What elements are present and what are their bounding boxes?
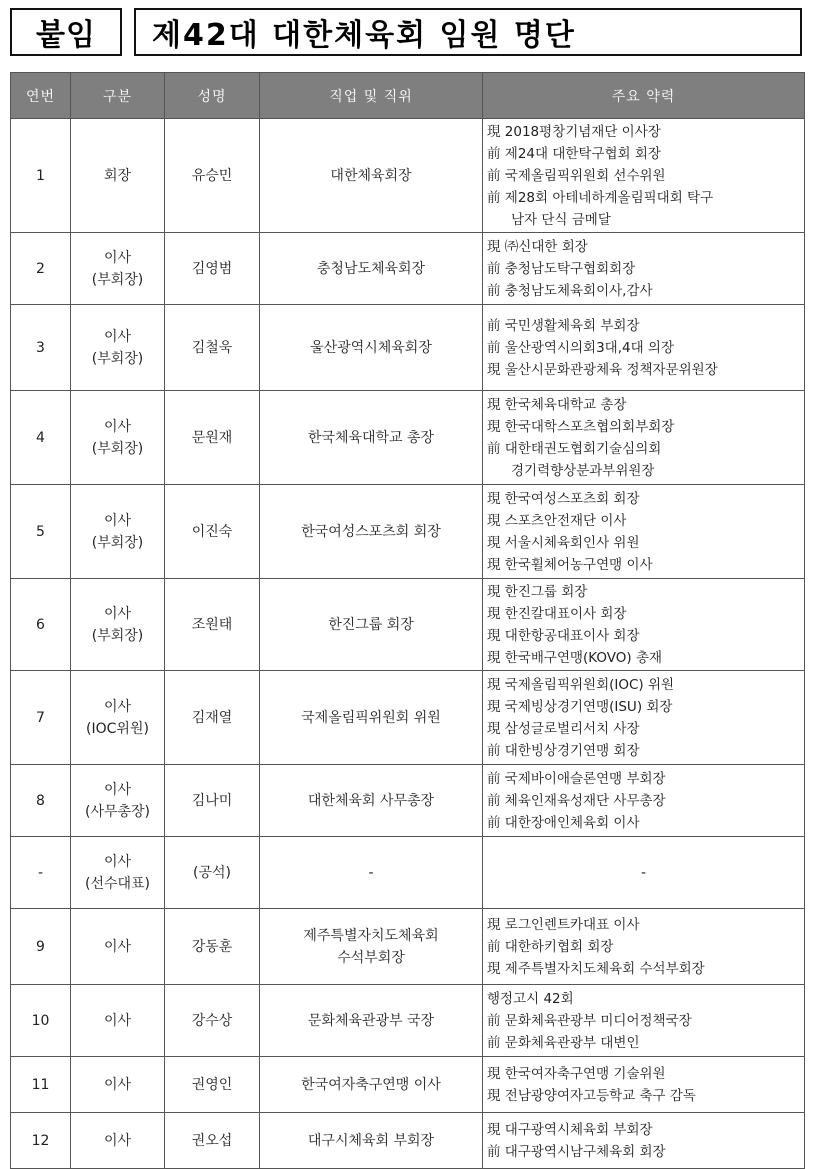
category-line: 이사 — [103, 249, 132, 266]
position-line: 한국여성스포츠회 회장 — [301, 523, 441, 540]
position-cell — [260, 985, 483, 1057]
name-cell: 김나미 — [165, 765, 260, 837]
category-line: (부회장) — [91, 627, 144, 644]
table-header-row — [11, 73, 805, 119]
career-line: 前 문화체육관광부 대변인 — [487, 1034, 640, 1051]
category-cell — [71, 837, 165, 909]
career-cell — [483, 579, 805, 671]
row-number-cell: 4 — [11, 391, 71, 485]
name-cell: 김재열 — [165, 671, 260, 765]
column-header-category: 구분 — [71, 73, 165, 119]
position-cell — [260, 765, 483, 837]
career-cell — [483, 671, 805, 765]
row-number-cell: 6 — [11, 579, 71, 671]
career-cell — [483, 485, 805, 579]
career-cell — [483, 985, 805, 1057]
category-line: 이사 — [103, 512, 132, 529]
category-cell — [71, 485, 165, 579]
row-number-cell: 7 — [11, 671, 71, 765]
career-line: 現 서울시체육회인사 위원 — [487, 534, 640, 551]
career-line: 現 국제올림픽위원회(IOC) 위원 — [487, 676, 675, 693]
category-line: (IOC위원) — [86, 720, 149, 737]
document-title: 제42대 대한체육회 임원 명단 — [134, 8, 802, 56]
table-row — [11, 671, 805, 765]
table-row — [11, 1057, 805, 1113]
career-line: 前 대한하키협회 회장 — [487, 938, 614, 955]
row-number-cell: 8 — [11, 765, 71, 837]
career-line: 前 국제바이애슬론연맹 부회장 — [487, 770, 666, 787]
career-line: 前 국제올림픽위원회 선수위원 — [487, 167, 666, 184]
name-cell: 강수상 — [165, 985, 260, 1057]
category-line: 이사 — [103, 781, 132, 798]
category-cell — [71, 1113, 165, 1169]
table-row — [11, 985, 805, 1057]
category-cell — [71, 305, 165, 391]
table-row — [11, 485, 805, 579]
career-line: 前 대한빙상경기연맹 회장 — [487, 742, 640, 759]
category-cell — [71, 985, 165, 1057]
career-line: 現 한국여자축구연맹 기술위원 — [487, 1065, 666, 1082]
career-line: 現 한국체육대학교 총장 — [487, 396, 627, 413]
career-line: 現 국제빙상경기연맹(ISU) 회장 — [487, 698, 673, 715]
career-line: 前 제24대 대한탁구협회 회장 — [487, 145, 661, 162]
category-line: 이사 — [103, 605, 132, 622]
position-line: 한진그룹 회장 — [328, 616, 414, 633]
position-line: 충청남도체육회장 — [316, 260, 426, 277]
career-line: 現 울산시문화관광체육 정책자문위원장 — [487, 361, 718, 378]
career-line: 現 로그인렌트카대표 이사 — [487, 916, 640, 933]
category-line: 이사 — [103, 328, 132, 345]
name-cell: 권영인 — [165, 1057, 260, 1113]
career-cell — [483, 1113, 805, 1169]
category-line: (사무총장) — [84, 803, 151, 820]
name-cell: 김영범 — [165, 233, 260, 305]
position-line: 대한체육회 사무총장 — [307, 792, 435, 809]
career-line: 現 대한항공대표이사 회장 — [487, 627, 640, 644]
row-number-cell: 9 — [11, 909, 71, 985]
career-line: 前 제28회 아테네하계올림픽대회 탁구 — [487, 189, 714, 206]
career-line: 現 한진칼대표이사 회장 — [487, 605, 627, 622]
position-cell — [260, 233, 483, 305]
table-row — [11, 1113, 805, 1169]
attachment-label: 붙임 — [10, 8, 122, 56]
position-cell — [260, 671, 483, 765]
category-cell — [71, 671, 165, 765]
position-cell — [260, 837, 483, 909]
career-line: - — [640, 864, 647, 881]
category-cell — [71, 909, 165, 985]
career-line: 現 삼성글로벌리서치 사장 — [487, 720, 640, 737]
career-line: 現 제주특별자치도체육회 수석부회장 — [487, 960, 705, 977]
position-cell — [260, 119, 483, 233]
category-cell — [71, 119, 165, 233]
table-row — [11, 233, 805, 305]
column-header-career: 주요 약력 — [483, 73, 805, 119]
position-cell — [260, 485, 483, 579]
name-cell: 문원재 — [165, 391, 260, 485]
category-cell — [71, 1057, 165, 1113]
category-line: 이사 — [103, 853, 132, 870]
career-cell — [483, 391, 805, 485]
position-cell — [260, 1057, 483, 1113]
row-number-cell: 2 — [11, 233, 71, 305]
name-cell: 유승민 — [165, 119, 260, 233]
category-line: 회장 — [103, 167, 132, 184]
name-cell: 조원태 — [165, 579, 260, 671]
category-cell — [71, 233, 165, 305]
career-line: 前 대한태권도협회기술심의회 — [487, 440, 662, 457]
table-row — [11, 909, 805, 985]
career-line: 前 울산광역시의회3대,4대 의장 — [487, 339, 675, 356]
row-number-cell: 1 — [11, 119, 71, 233]
name-cell: 강동훈 — [165, 909, 260, 985]
row-number-cell: 12 — [11, 1113, 71, 1169]
table-body — [11, 119, 805, 1169]
career-cell — [483, 233, 805, 305]
name-cell: (공석) — [165, 837, 260, 909]
position-line: 문화체육관광부 국장 — [307, 1012, 435, 1029]
position-line: 수석부회장 — [337, 949, 405, 966]
table-row — [11, 391, 805, 485]
position-line: 제주특별자치도체육회 — [303, 927, 439, 944]
career-line: 前 국민생활체육회 부회장 — [487, 317, 640, 334]
category-line: (부회장) — [91, 350, 144, 367]
career-cell — [483, 909, 805, 985]
position-line: 울산광역시체육회장 — [310, 339, 432, 356]
career-line: 前 충청남도체육회이사,감사 — [487, 282, 653, 299]
career-cell — [483, 305, 805, 391]
position-cell — [260, 305, 483, 391]
career-line: 現 전남광양여자고등학교 축구 감독 — [487, 1087, 696, 1104]
column-header-position: 직업 및 직위 — [260, 73, 483, 119]
category-line: 이사 — [103, 1012, 132, 1029]
name-cell: 권오섭 — [165, 1113, 260, 1169]
career-line: 행정고시 42회 — [487, 990, 574, 1007]
career-cell — [483, 837, 805, 909]
career-cell — [483, 765, 805, 837]
category-line: (선수대표) — [84, 875, 151, 892]
table-row — [11, 837, 805, 909]
position-cell — [260, 579, 483, 671]
career-line: 前 체육인재육성재단 사무총장 — [487, 792, 666, 809]
career-line: 前 문화체육관광부 미디어정책국장 — [487, 1012, 692, 1029]
position-line: - — [368, 864, 374, 881]
career-line: 現 한진그룹 회장 — [487, 583, 588, 600]
position-line: 한국체육대학교 총장 — [307, 429, 435, 446]
table-row — [11, 305, 805, 391]
row-number-cell: 5 — [11, 485, 71, 579]
name-cell: 김철욱 — [165, 305, 260, 391]
position-cell — [260, 1113, 483, 1169]
career-line: 現 한국배구연맹(KOVO) 총재 — [487, 649, 663, 666]
category-cell — [71, 579, 165, 671]
table-row — [11, 765, 805, 837]
career-line: 現 한국여성스포츠회 회장 — [487, 490, 640, 507]
career-line: 現 한국휠체어농구연맹 이사 — [487, 556, 653, 573]
name-cell: 이진숙 — [165, 485, 260, 579]
category-cell — [71, 391, 165, 485]
row-number-cell: - — [11, 837, 71, 909]
row-number-cell: 10 — [11, 985, 71, 1057]
position-cell — [260, 909, 483, 985]
table-row — [11, 119, 805, 233]
position-line: 대구시체육회 부회장 — [307, 1132, 435, 1149]
category-line: (부회장) — [91, 271, 144, 288]
position-line: 한국여자축구연맹 이사 — [301, 1076, 441, 1093]
table-row — [11, 579, 805, 671]
career-line: 前 대구광역시남구체육회 회장 — [487, 1143, 666, 1160]
career-line: 前 대한장애인체육회 이사 — [487, 814, 640, 831]
position-line: 국제올림픽위원회 위원 — [301, 709, 441, 726]
career-line: 前 충청남도탁구협회회장 — [487, 260, 636, 277]
career-line: 現 한국대학스포츠협의회부회장 — [487, 418, 675, 435]
career-line: 現 2018평창기념재단 이사장 — [487, 123, 661, 140]
career-line: 現 ㈜신대한 회장 — [487, 238, 588, 255]
career-cell — [483, 119, 805, 233]
row-number-cell: 11 — [11, 1057, 71, 1113]
category-line: (부회장) — [91, 440, 144, 457]
category-line: (부회장) — [91, 534, 144, 551]
career-cell — [483, 1057, 805, 1113]
row-number-cell: 3 — [11, 305, 71, 391]
position-line: 대한체육회장 — [330, 167, 412, 184]
category-line: 이사 — [103, 418, 132, 435]
career-line: 現 스포츠안전재단 이사 — [487, 512, 627, 529]
career-line: 경기력향상분과부위원장 — [511, 462, 655, 479]
category-cell — [71, 765, 165, 837]
category-line: 이사 — [103, 938, 132, 955]
career-line: 現 대구광역시체육회 부회장 — [487, 1121, 653, 1138]
column-header-name: 성명 — [165, 73, 260, 119]
column-header-number: 연번 — [11, 73, 71, 119]
position-cell — [260, 391, 483, 485]
category-line: 이사 — [103, 1132, 132, 1149]
career-line: 남자 단식 금메달 — [511, 211, 611, 228]
category-line: 이사 — [103, 698, 132, 715]
officers-table — [10, 72, 805, 1169]
category-line: 이사 — [103, 1076, 132, 1093]
